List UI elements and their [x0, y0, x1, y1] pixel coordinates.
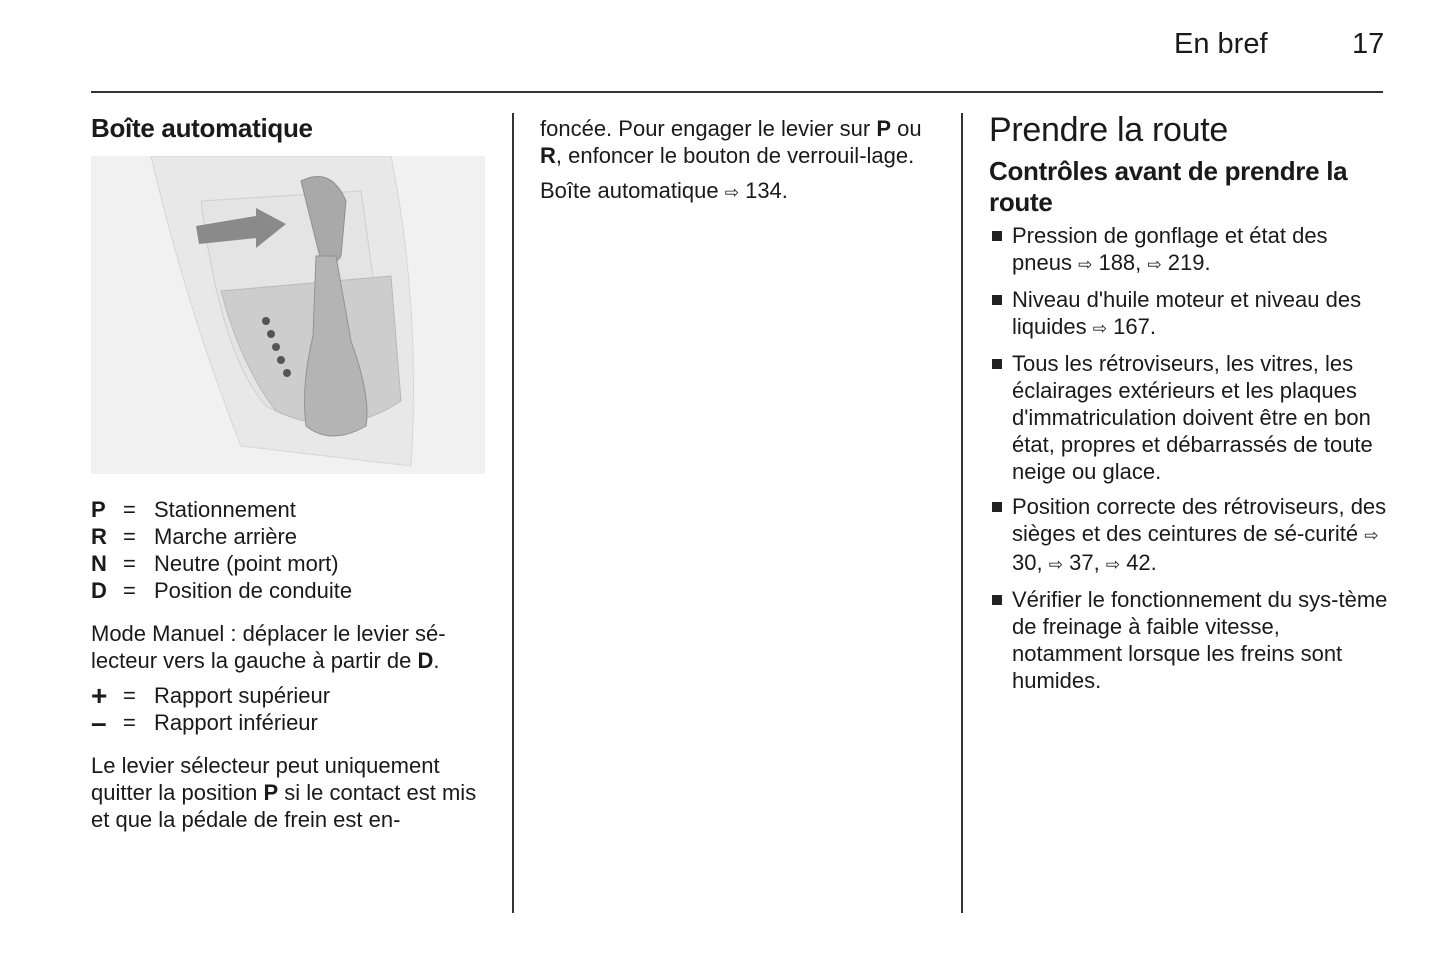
legend-row: + = Rapport supérieur	[91, 680, 331, 711]
subsection-title: Contrôles avant de prendre la route	[989, 156, 1348, 217]
checklist	[989, 222, 1389, 694]
legend-row: N = Neutre (point mort)	[91, 551, 339, 576]
manual-legend	[91, 682, 486, 736]
body-paragraph: foncée. Pour engager le levier sur P ou R, enfoncer le bouton de verrouil-lage.	[540, 116, 922, 168]
body-paragraph: Le levier sélecteur peut uniquement quitter la position P si le contact est mis et que la pédale de frein est en-	[91, 753, 477, 832]
page-ref-arrow-icon: ⇨	[1092, 319, 1107, 338]
header-rule	[91, 91, 1383, 93]
legend-row: R = Marche arrière	[91, 524, 298, 549]
gear-selector-illustration	[91, 156, 485, 474]
list-item: Pression de gonflage et état des pneus ⇨ 188, ⇨ 219.	[989, 222, 1389, 278]
legend-row: – = Rapport inférieur	[91, 707, 318, 738]
bullet-square-icon	[992, 295, 1002, 305]
list-item: Niveau d'huile moteur et niveau des liquides ⇨ 167.	[989, 286, 1389, 342]
list-item: Tous les rétroviseurs, les vitres, les éclairages extérieurs et les plaques d'immatriculation doivent être en bon état, propres et débarrassés de toute neige ou glace.	[989, 350, 1389, 485]
chapter-title: Prendre la route	[989, 111, 1229, 149]
page-ref-arrow-icon: ⇨	[1147, 255, 1162, 274]
gear-lever-image	[91, 156, 485, 474]
column-divider	[512, 113, 514, 913]
bullet-square-icon	[992, 231, 1002, 241]
page-number: 17	[1352, 28, 1385, 60]
legend-row: P = Stationnement	[91, 497, 296, 522]
plus-icon: +	[91, 680, 108, 711]
cross-reference[interactable]: Boîte automatique ⇨ 134.	[540, 178, 788, 203]
column-divider	[961, 113, 963, 913]
running-header-title: En bref	[1174, 28, 1268, 60]
list-item: Position correcte des rétroviseurs, des sièges et des ceintures de sé-curité ⇨ 30, ⇨ 37, ⇨ 42.	[989, 493, 1389, 578]
column-2	[540, 115, 935, 214]
manual-mode-paragraph: Mode Manuel : déplacer le levier sé-lecteur vers la gauche à partir de D.	[91, 621, 446, 673]
page-ref-arrow-icon: ⇨	[1048, 555, 1063, 574]
bullet-square-icon	[992, 359, 1002, 369]
page-ref-arrow-icon: ⇨	[724, 183, 739, 202]
column-3	[989, 111, 1389, 702]
column-1	[91, 115, 486, 841]
minus-icon: –	[91, 707, 107, 738]
section-heading: Boîte automatique	[91, 113, 313, 143]
gear-legend	[91, 496, 486, 604]
page-ref-arrow-icon: ⇨	[1364, 526, 1379, 545]
bullet-square-icon	[992, 502, 1002, 512]
list-item: Vérifier le fonctionnement du sys-tème de freinage à faible vitesse, notamment lorsque les freins sont humides.	[989, 586, 1389, 694]
page-ref-arrow-icon: ⇨	[1078, 255, 1093, 274]
bullet-square-icon	[992, 595, 1002, 605]
legend-row: D = Position de conduite	[91, 578, 353, 603]
page-ref-arrow-icon: ⇨	[1105, 555, 1121, 574]
